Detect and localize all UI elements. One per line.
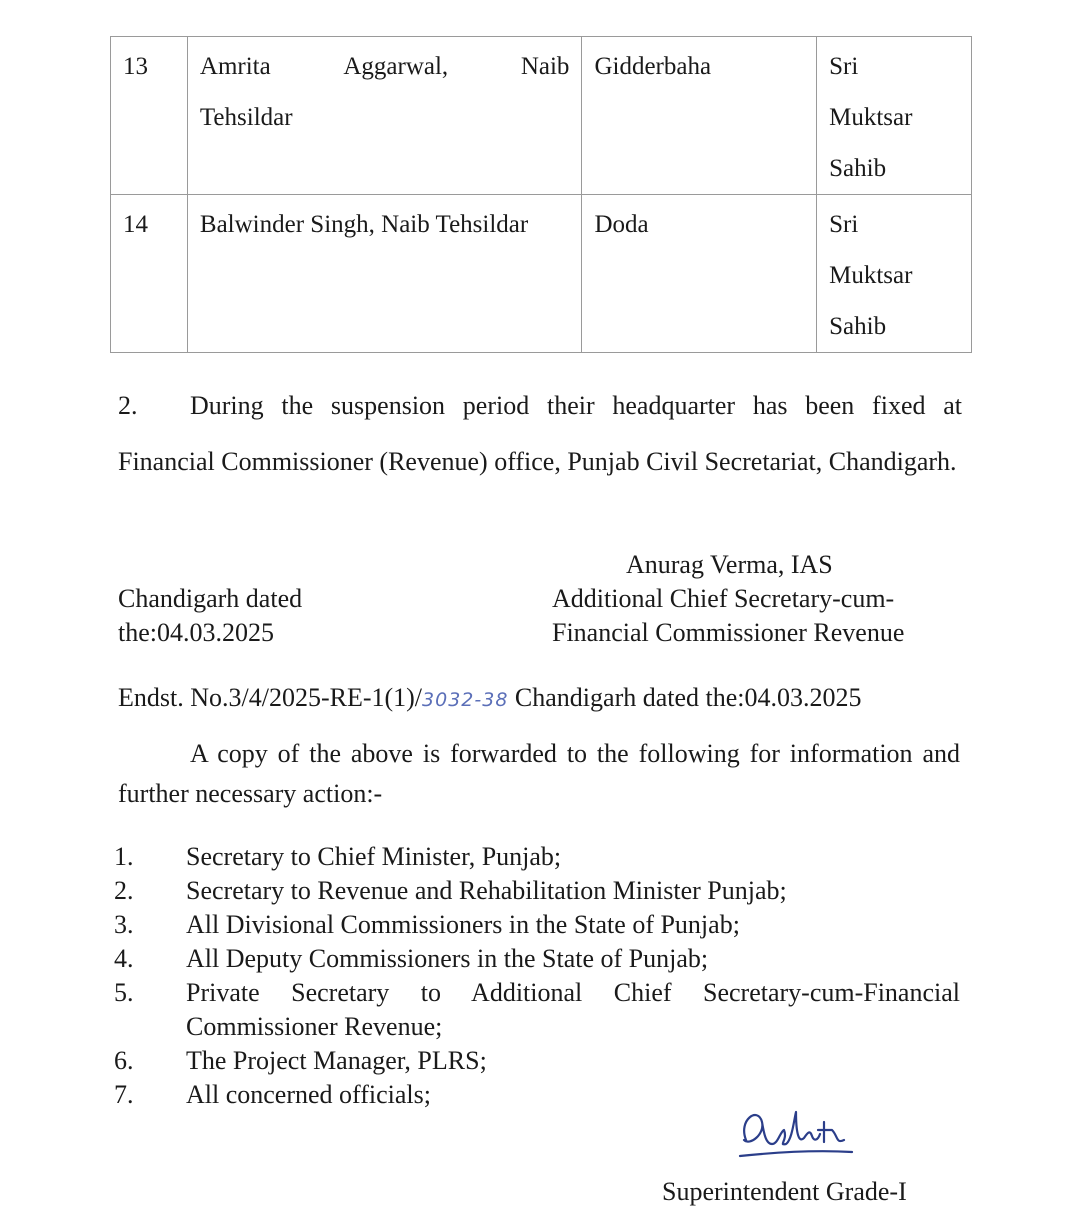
list-item: 3. All Divisional Commissioners in the State of Punjab; <box>114 910 740 939</box>
name-word: Aggarwal, <box>343 53 449 80</box>
posting-place: Gidderbaha <box>582 37 817 195</box>
endorsement-date: Chandigarh dated the:04.03.2025 <box>514 683 862 712</box>
signatory-designation: Financial Commissioner Revenue <box>552 618 905 647</box>
list-item: 5. Private Secretary to Additional Chief Secretary-cum-Financial Commissioner Revenue; <box>114 978 960 1041</box>
row-number: 14 <box>111 195 188 353</box>
dated-block <box>118 582 302 650</box>
list-item: 6. The Project Manager, PLRS; <box>114 1046 487 1075</box>
list-item: 2. Secretary to Revenue and Rehabilitation Minister Punjab; <box>114 876 787 905</box>
dated-line: Chandigarh dated <box>118 584 303 613</box>
table-row <box>111 195 972 353</box>
endorsement-number: Endst. No.3/4/2025-RE-1(1)/ <box>118 683 423 712</box>
endorsement-line <box>118 682 862 713</box>
superintendent-designation: Superintendent Grade-I <box>662 1177 907 1206</box>
paragraph-text: During the suspension period their headquarter has been fixed at Financial Commissioner (Revenue) office, Punjab Civil Secretariat, Chandigarh. <box>118 391 962 476</box>
dated-line: the:04.03.2025 <box>118 618 274 647</box>
posting-place: Doda <box>582 195 817 353</box>
official-name <box>187 37 582 195</box>
official-name: Balwinder Singh, Naib Tehsildar <box>187 195 582 353</box>
table-row <box>111 37 972 195</box>
recipient-list <box>114 840 960 1112</box>
signatory-name: Anurag Verma, IAS <box>626 550 833 579</box>
district: Sri Muktsar Sahib <box>817 37 972 195</box>
handwritten-signature <box>728 1100 858 1170</box>
paragraph-2 <box>118 378 962 490</box>
list-item: 7. All concerned officials; <box>114 1080 431 1109</box>
name-line: Tehsildar <box>199 104 293 131</box>
name-word: Amrita <box>199 53 271 80</box>
signatory-designation: Additional Chief Secretary-cum- <box>552 584 895 613</box>
row-number: 13 <box>111 37 188 195</box>
name-word: Naib <box>520 53 570 80</box>
list-item: 1. Secretary to Chief Minister, Punjab; <box>114 842 562 871</box>
signatory-block <box>552 548 904 650</box>
district: Sri Muktsar Sahib <box>817 195 972 353</box>
copy-forwarded-text: A copy of the above is forwarded to the following for information and further necessary action:- <box>118 739 960 808</box>
officials-table <box>110 36 972 353</box>
paragraph-number: 2. <box>118 391 138 420</box>
handwritten-number: 3032-38 <box>422 689 509 711</box>
list-item: 4. All Deputy Commissioners in the State of Punjab; <box>114 944 709 973</box>
name-line <box>200 41 570 92</box>
